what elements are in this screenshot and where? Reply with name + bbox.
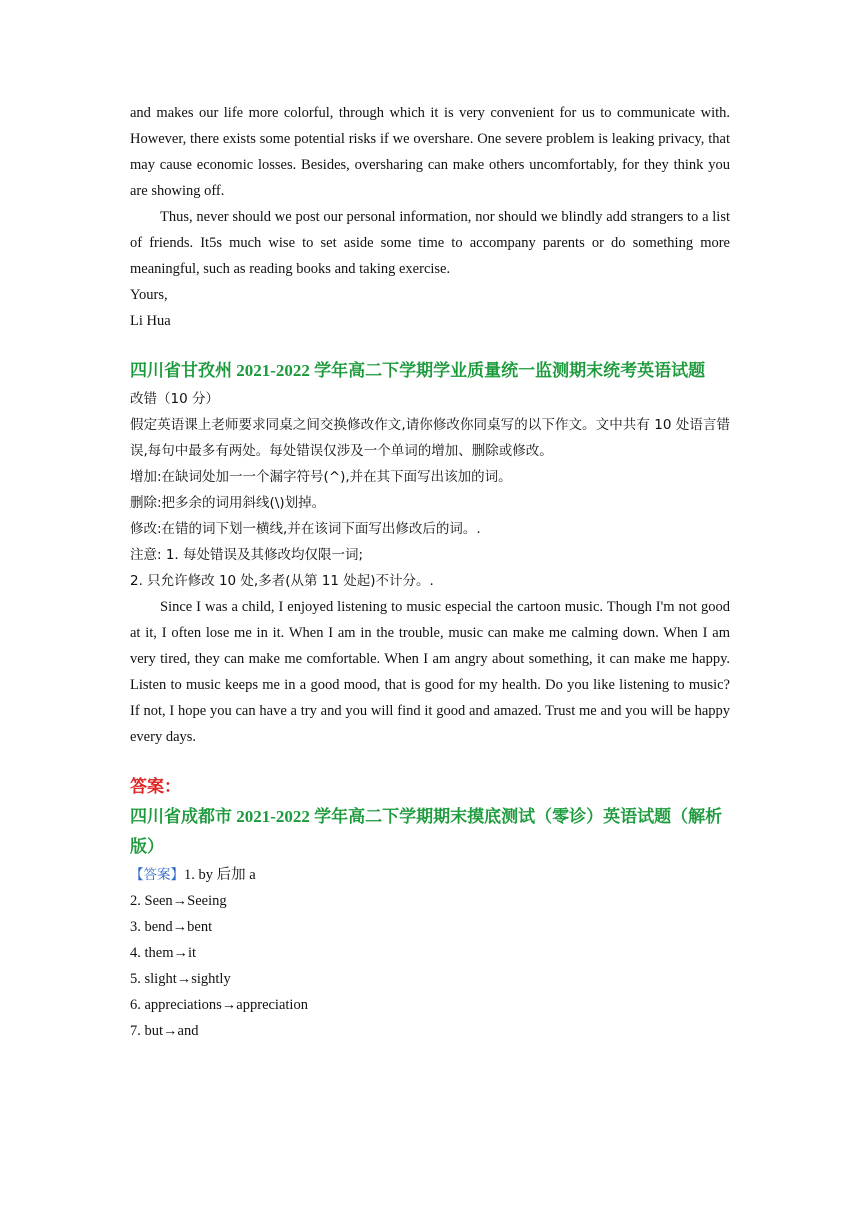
document-page (130, 100, 730, 1044)
section-subtitle: 改错（10 分） (130, 391, 219, 407)
answer-item-5: 5. slight→sightly (130, 971, 231, 987)
note-2: 2. 只允许修改 10 处,多者(从第 11 处起)不计分。. (130, 573, 434, 589)
section-title: 四川省甘孜州 2021-2022 学年高二下学期学业质量统一监测期末统考英语试题 (130, 361, 706, 380)
instructions: 假定英语课上老师要求同桌之间交换修改作文,请你修改你同桌写的以下作文。文中共有 10 处语言错误,每句中最多有两处。每处错误仅涉及一个单词的增加、删除或修改。 (130, 417, 730, 459)
answers-title: 四川省成都市 2021-2022 学年高二下学期期末摸底测试（零诊）英语试题（解析版） (130, 807, 723, 856)
answer-item-1-text: 1. by 后加 a (184, 867, 256, 883)
answer-item-1 (130, 862, 730, 888)
letter-paragraph-2: Thus, never should we post our personal information, nor should we blindly add strangers to a list of friends. It5s much wise to set aside some time to accompany parents or do something more meaningful, such as reading books and taking exercise. (130, 209, 730, 277)
answer-tag: 【答案】 (130, 867, 184, 883)
spacer (130, 334, 730, 356)
letter-signature: Li Hua (130, 313, 171, 329)
answer-item-4: 4. them→it (130, 945, 197, 961)
letter-closing: Yours, (130, 287, 168, 303)
answer-item-3: 3. bend→bent (130, 919, 213, 935)
rule-delete: 删除:把多余的词用斜线(\)划掉。 (130, 495, 326, 511)
letter-paragraph-1: and makes our life more colorful, through which it is very convenient for us to communicate with. However, there exists some potential risks if we overshare. One severe problem is leaking privacy, that may cause economic losses. Besides, oversharing can make others uncomfortably, for they think you are showing off. (130, 105, 730, 199)
note-1: 注意: 1. 每处错误及其修改均仅限一词; (130, 547, 364, 563)
answer-item-7: 7. but→and (130, 1023, 199, 1039)
answers-label: 答案： (130, 777, 181, 796)
answer-item-6: 6. appreciations→appreciation (130, 997, 308, 1013)
spacer (130, 750, 730, 772)
rule-modify: 修改:在错的词下划一横线,并在该词下面写出修改后的词。. (130, 521, 481, 537)
rule-add: 增加:在缺词处加一一个漏字符号(^),并在其下面写出该加的词。 (130, 469, 512, 485)
passage: Since I was a child, I enjoyed listening to music especial the cartoon music. Though I'm not good at it, I often lose me in it. When I am in the trouble, music can make me calming down. When I am very tired, they can make me comfortable. When I am angry about something, it can make me happy. Listen to music keeps me in a good mood, that is good for my health. Do you like listening to music? If not, I hope you can have a try and you will find it good and amazed. Trust me and you will be happy every days. (130, 599, 730, 745)
answer-item-2: 2. Seen→Seeing (130, 893, 227, 909)
